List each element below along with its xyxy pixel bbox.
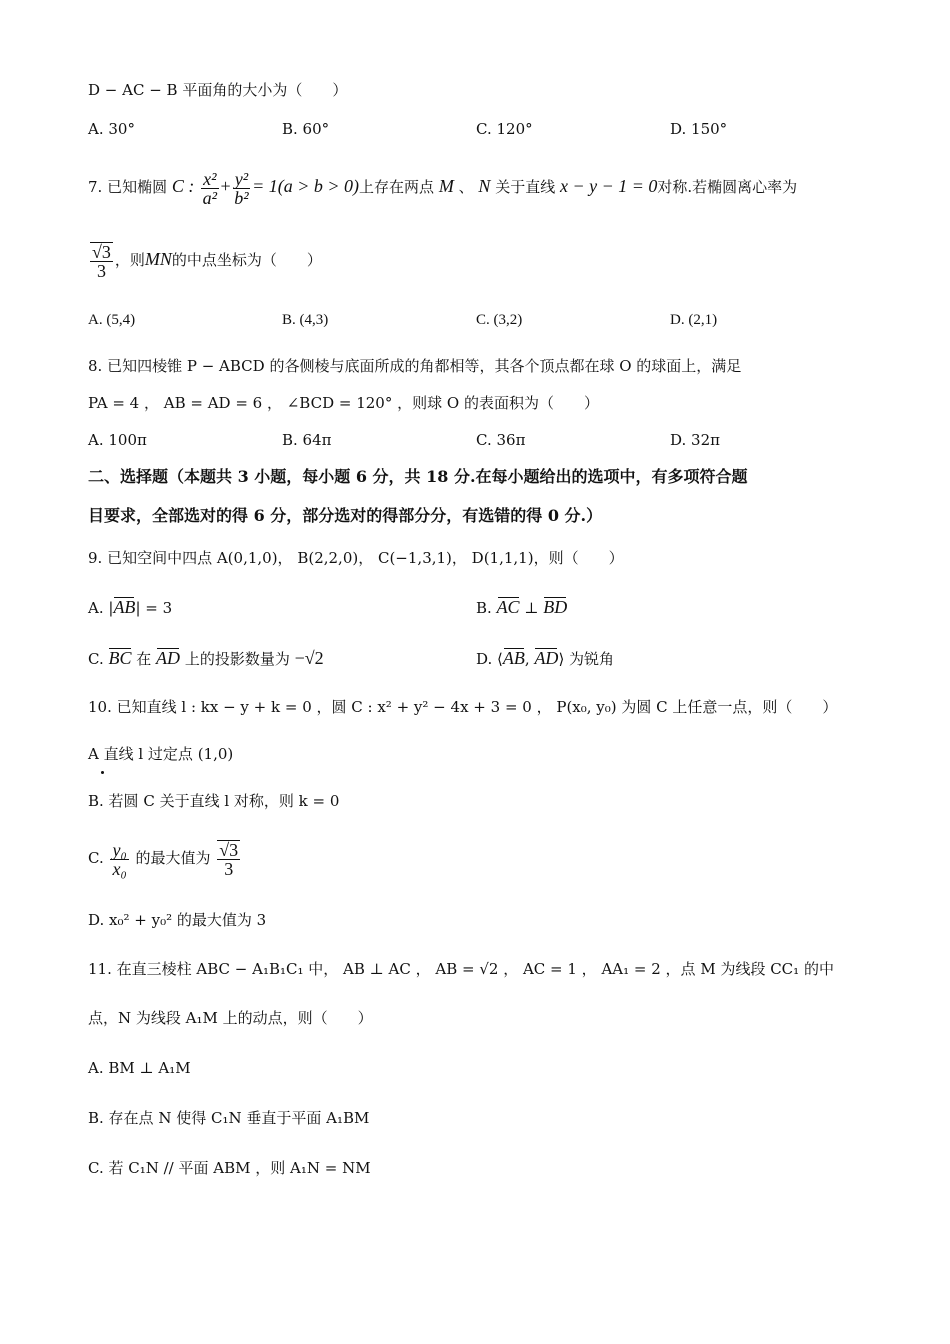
q9-option-c: C. BC 在 AD 上的投影数量为 −√2 — [88, 648, 324, 668]
q11-stem-1: 11. 在直三棱柱 ABC − A₁B₁C₁ 中， AB ⊥ AC ， AB = √2 ， AC = 1 ， AA₁ = 2 ，点 M 为线段 CC₁ 的中 — [88, 960, 834, 978]
q7-option-b: B. (4,3) — [282, 312, 329, 328]
q8-option-b: B. 64π — [282, 431, 332, 449]
section-2-heading-1: 二、选择题（本题共 3 小题，每小题 6 分，共 18 分.在每小题给出的选项中，有多项符合题 — [88, 467, 748, 486]
q9-option-b: B. AC ⊥ BD — [476, 597, 568, 617]
q9-option-d: D. ⟨AB, AD⟩ 为锐角 — [476, 648, 615, 668]
q8-stem-2: PA = 4 ， AB = AD = 6 ， ∠BCD = 120° ，则球 O 的表面积为（ ） — [88, 394, 599, 412]
q8-option-c: C. 36π — [476, 431, 526, 449]
fraction-sqrt3-3: $\frac{√3}{3}$ — [219, 840, 239, 879]
fraction-x2-a2: $\frac{\text{x²}}{\text{a²}}$ — [202, 168, 218, 208]
fraction-y2-b2: $\frac{\text{y²}}{\text{b²}}$ — [234, 168, 249, 208]
fraction-y0-x0: $\frac{\text{y₀}}{\text{x₀}}$ — [112, 839, 127, 879]
q6-stem-tail: D − AC − B 平面角的大小为（ ） — [88, 81, 348, 99]
q9-stem: 9. 已知空间中四点 A(0,1,0)， B(2,2,0)， C(−1,3,1)， D(1,1,1)，则（ ） — [88, 549, 624, 567]
q7-option-a: A. (5,4) — [88, 312, 136, 328]
q7-stem: 7. 已知椭圆 C : $\frac{\text{x²}}{\text{a²}}$ + $\frac{\text{y²}}{\text{b²}}$ = 1(a > b > 0)上存在两点 M 、 N 关于直线 x − y − 1 = 0对称.若椭圆离心率为 — [88, 168, 798, 208]
q8-option-a: A. 100π — [88, 431, 147, 449]
q7-option-c: C. (3,2) — [476, 312, 523, 328]
q11-option-c: C. 若 C₁N // 平面 ABM ，则 A₁N = NM — [88, 1159, 371, 1177]
q6-option-a: A. 30° — [88, 120, 135, 138]
q8-option-d: D. 32π — [670, 431, 720, 449]
fraction-sqrt3-3: $\frac{√3}{3}$ — [92, 242, 111, 281]
q10-stem: 10. 已知直线 l : kx − y + k = 0 ，圆 C : x² + y² − 4x + 3 = 0 ， P(x₀, y₀) 为圆 C 上任意一点，则（ ） — [88, 698, 838, 716]
q10-option-d: D. x₀² + y₀² 的最大值为 3 — [88, 911, 267, 929]
q11-option-b: B. 存在点 N 使得 C₁N 垂直于平面 A₁BM — [88, 1109, 370, 1127]
q7-option-d: D. (2,1) — [670, 312, 718, 328]
q6-option-d: D. 150° — [670, 120, 728, 138]
q10-option-a: A 直线 l 过定点 (1,0) — [88, 745, 234, 763]
q10-option-b: B. 若圆 C 关于直线 l 对称，则 k = 0 — [88, 792, 340, 810]
q6-option-c: C. 120° — [476, 120, 533, 138]
q11-option-a: A. BM ⊥ A₁M — [88, 1059, 191, 1077]
q11-stem-2: 点，N 为线段 A₁M 上的动点，则（ ） — [88, 1009, 373, 1027]
bullet-dot — [101, 771, 104, 774]
q10-option-c: C. $\frac{\text{y₀}}{\text{x₀}}$ 的最大值为 $\frac{√3}{3}$ — [88, 839, 239, 879]
q7-stem-2: $\frac{√3}{3}$ ，则MN的中点坐标为（ ） — [92, 242, 322, 281]
q6-option-b: B. 60° — [282, 120, 330, 138]
q9-option-a: A. |AB| = 3 — [88, 597, 173, 617]
q8-stem-1: 8. 已知四棱锥 P − ABCD 的各侧棱与底面所成的角都相等，其各个顶点都在球 O 的球面上，满足 — [88, 357, 742, 375]
section-2-heading-2: 目要求，全部选对的得 6 分，部分选对的得部分分，有选错的得 0 分.） — [88, 506, 603, 525]
